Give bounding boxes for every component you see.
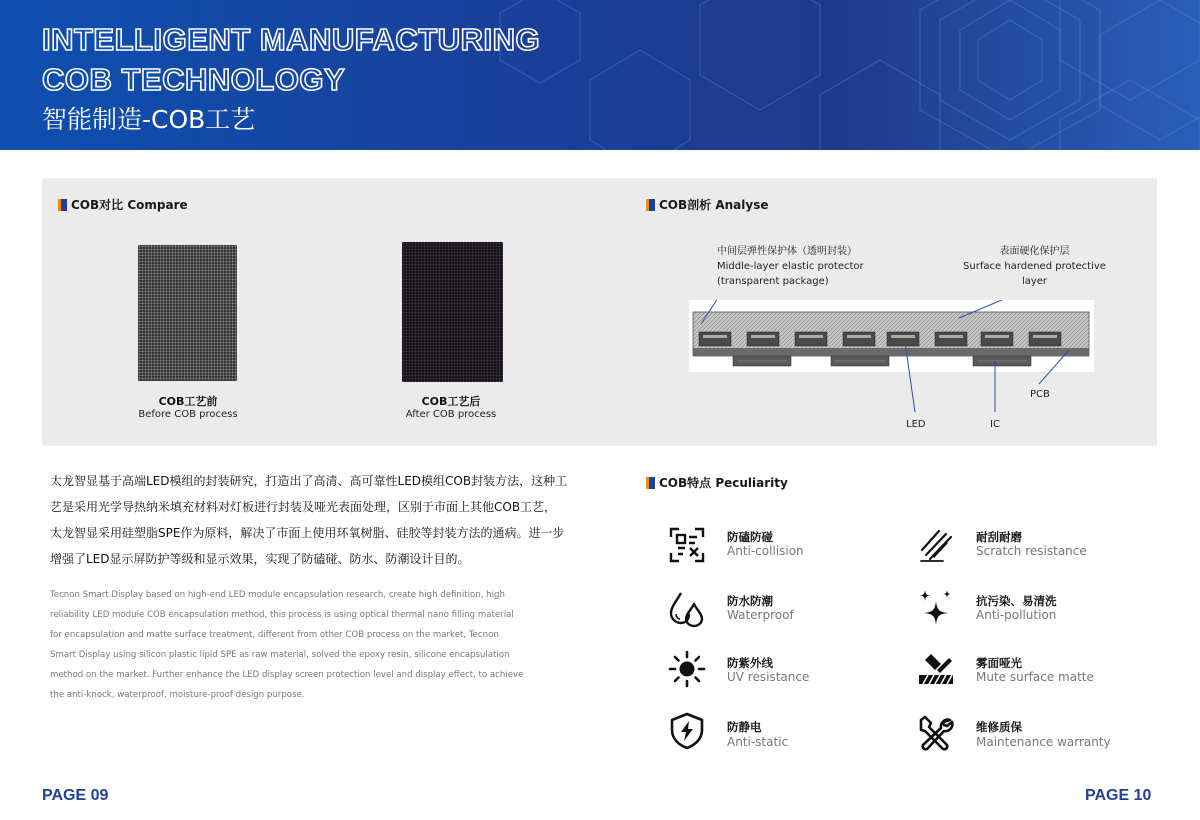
analyse-title-text: COB剖析 Analyse xyxy=(659,198,769,212)
led-module-before-image xyxy=(138,245,237,381)
feature-en: Waterproof xyxy=(727,608,794,622)
feature-cn: 防紫外线 xyxy=(727,656,773,670)
cob-cross-section-diagram xyxy=(689,300,1094,440)
shield-lightning-icon xyxy=(668,712,706,750)
cn-line: 太龙智显基于高端LED模组的封装研究，打造出了高清、高可靠性LED模组COB封装方法，这种工 xyxy=(50,474,568,488)
pcb-label: PCB xyxy=(1030,389,1050,400)
feature-cn: 抗污染、易清洗 xyxy=(976,594,1057,608)
feature-en: Anti-static xyxy=(727,735,789,749)
header-title-cn: 智能制造-COB工艺 xyxy=(42,105,256,134)
feature-en: Anti-pollution xyxy=(976,608,1057,622)
cn-description xyxy=(50,468,575,572)
feature-cn: 耐刮耐磨 xyxy=(976,530,1022,544)
en-line: Tecnon Smart Display based on high-end LED module encapsulation research, create high definition, high xyxy=(50,590,505,600)
led-label: LED xyxy=(906,419,926,430)
surface-layer-en: Surface hardened protective layer xyxy=(963,261,1106,287)
feature-en: Maintenance warranty xyxy=(976,735,1111,749)
anti-collision-icon xyxy=(668,526,706,564)
feature-cn: 防水防潮 xyxy=(727,594,773,608)
matte-surface-icon xyxy=(917,650,955,688)
cn-line: 太龙智显采用硅塑脂SPE作为原料，解决了市面上使用环氧树脂、硅胶等封装方法的通病。进一步 xyxy=(50,526,565,540)
feature-en: Scratch resistance xyxy=(976,544,1087,558)
after-caption-en: After COB process xyxy=(405,409,497,420)
en-line: Smart Display using silicon plastic lipid SPE as raw material, solved the epoxy resin, silicone encapsulation xyxy=(50,650,510,660)
en-line: method on the market. Further enhance the LED display screen protection level and display effect, to achieve xyxy=(50,670,524,680)
feature-cn: 防磕防碰 xyxy=(727,530,773,544)
before-caption-cn: COB工艺前 xyxy=(158,395,218,408)
analyse-section-title xyxy=(646,196,768,213)
led-module-after-image xyxy=(402,242,503,382)
peculiarity-title-text: COB特点 Peculiarity xyxy=(659,476,788,490)
cn-line: 艺是采用光学导热纳米填充材料对灯板进行封装及哑光表面处理，区别于市面上其他COB工艺， xyxy=(50,500,557,514)
feature-cn: 维修质保 xyxy=(976,720,1022,734)
scratch-icon xyxy=(917,526,955,564)
ic-label: IC xyxy=(990,419,1000,430)
peculiarity-section-title xyxy=(646,474,788,491)
page-number-right: PAGE 10 xyxy=(1085,787,1152,804)
water-drops-icon xyxy=(668,590,706,628)
en-description xyxy=(50,585,565,705)
feature-en: Anti-collision xyxy=(727,544,804,558)
header-title-line1: INTELLIGENT MANUFACTURING xyxy=(42,22,541,57)
en-line: for encapsulation and matte surface treatment, different from other COB process on the market, Tecnon xyxy=(50,630,499,640)
section-marker-icon xyxy=(646,199,655,211)
middle-layer-en1: Middle-layer elastic protector xyxy=(717,261,864,272)
section-marker-icon xyxy=(58,199,67,211)
header-title-line2: COB TECHNOLOGY xyxy=(42,62,346,97)
middle-layer-cn: 中间层弹性保护体（透明封装） xyxy=(717,246,857,257)
feature-cn: 防静电 xyxy=(727,720,762,734)
feature-en: UV resistance xyxy=(727,670,810,684)
feature-en: Mute surface matte xyxy=(976,670,1094,684)
sparkle-icon xyxy=(917,588,955,626)
middle-layer-label xyxy=(717,244,864,289)
header-banner xyxy=(0,0,1200,150)
en-line: the anti-knock, waterproof, moisture-proof design purpose. xyxy=(50,690,305,700)
feature-cn: 雾面哑光 xyxy=(976,656,1022,670)
before-caption-en: Before COB process xyxy=(138,409,238,420)
wrench-screwdriver-icon xyxy=(917,714,955,752)
sun-icon xyxy=(668,650,706,688)
page-number-left: PAGE 09 xyxy=(42,787,109,804)
section-marker-icon xyxy=(646,477,655,489)
cn-line: 增强了LED显示屏防护等级和显示效果，实现了防磕碰、防水、防潮设计目的。 xyxy=(50,552,470,566)
surface-layer-label xyxy=(952,244,1117,289)
compare-title-text: COB对比 Compare xyxy=(71,198,188,212)
en-line: reliability LED module COB encapsulation method, this process is using optical thermal nano filling material xyxy=(50,610,514,620)
after-caption-cn: COB工艺后 xyxy=(421,395,481,408)
compare-section-title xyxy=(58,196,188,213)
middle-layer-en2: (transparent package) xyxy=(717,276,829,287)
surface-layer-cn: 表面硬化保护层 xyxy=(999,246,1070,257)
